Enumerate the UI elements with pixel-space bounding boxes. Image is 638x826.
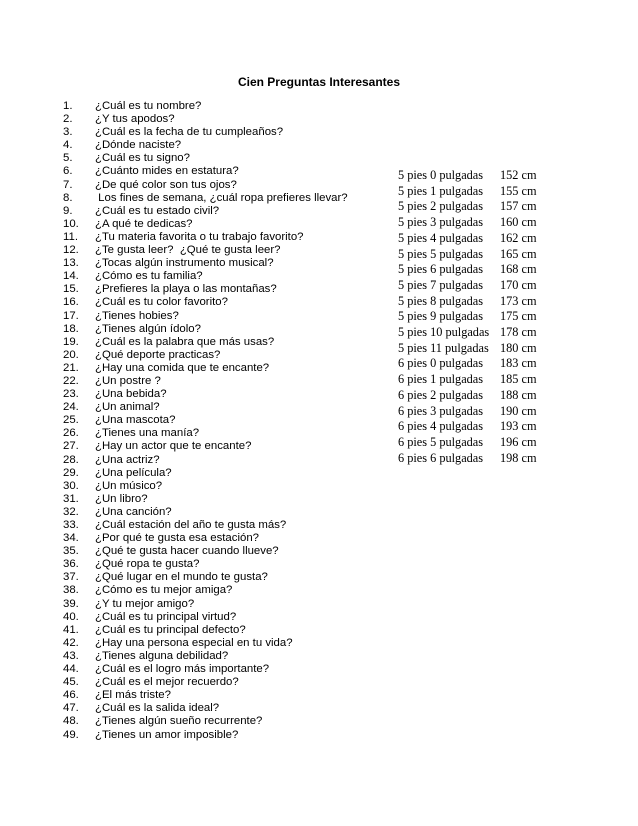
height-imperial-cell: 5 pies 0 pulgadas xyxy=(398,168,484,182)
question-text: ¿Tu materia favorita o tu trabajo favorito? xyxy=(95,230,304,243)
question-text: ¿Hay una comida que te encante? xyxy=(95,361,270,374)
height-row xyxy=(398,168,560,184)
height-metric-cell: 162 cm xyxy=(500,230,537,245)
question-number: 47. xyxy=(63,702,79,715)
question-number: 31. xyxy=(63,492,79,505)
height-imperial-cell: 6 pies 4 pulgadas xyxy=(398,419,484,434)
question-item xyxy=(63,598,348,611)
height-imperial-cell: 6 pies 6 pulgadas xyxy=(398,450,484,465)
question-item xyxy=(63,454,348,467)
height-row xyxy=(398,341,560,357)
question-number: 26. xyxy=(63,427,79,440)
question-text: ¿Tienes algún sueño recurrente? xyxy=(95,715,263,728)
question-number: 22. xyxy=(63,374,79,387)
question-item xyxy=(63,689,348,702)
question-text: ¿Un animal? xyxy=(95,401,160,414)
question-number: 20. xyxy=(63,348,79,361)
question-item xyxy=(63,231,348,244)
question-item xyxy=(63,388,348,401)
question-number: 33. xyxy=(63,519,79,531)
question-number: 16. xyxy=(63,296,79,309)
question-item xyxy=(63,558,348,571)
question-item xyxy=(63,637,348,650)
question-item xyxy=(63,257,348,270)
height-metric-cell: 170 cm xyxy=(500,277,537,292)
height-metric-cell: 155 cm xyxy=(500,183,537,198)
question-number: 42. xyxy=(63,636,79,649)
question-item xyxy=(63,349,348,362)
question-number: 6. xyxy=(63,165,73,178)
height-row xyxy=(398,215,560,231)
height-metric-cell: 198 cm xyxy=(500,450,537,465)
question-item xyxy=(63,702,348,715)
height-conversion-table xyxy=(398,168,560,466)
question-item xyxy=(63,480,348,493)
height-metric-cell: 157 cm xyxy=(500,199,537,214)
question-text: ¿Cuánto mides en estatura? xyxy=(95,165,239,178)
question-number: 1. xyxy=(63,100,73,112)
question-number: 24. xyxy=(63,401,79,414)
question-text: ¿Tienes algún ídolo? xyxy=(95,322,201,335)
height-metric-cell: 185 cm xyxy=(500,372,537,387)
question-number: 44. xyxy=(63,663,79,676)
question-text: ¿Cómo es tu mejor amiga? xyxy=(95,584,233,597)
question-text: ¿Una canción? xyxy=(95,505,172,518)
height-row xyxy=(398,451,560,467)
question-number: 17. xyxy=(63,309,79,322)
height-imperial-cell: 6 pies 2 pulgadas xyxy=(398,387,484,402)
height-row xyxy=(398,278,560,294)
question-item xyxy=(63,427,348,440)
height-imperial-cell: 6 pies 1 pulgadas xyxy=(398,372,484,387)
question-text: ¿Cuál es tu principal defecto? xyxy=(95,623,246,636)
question-number: 25. xyxy=(63,414,79,427)
question-item xyxy=(63,506,348,519)
question-text: ¿Cuál estación del año te gusta más? xyxy=(95,519,287,531)
height-row xyxy=(398,294,560,310)
question-number: 27. xyxy=(63,440,79,453)
height-row xyxy=(398,262,560,278)
question-text: ¿Tienes una manía? xyxy=(95,427,200,440)
question-text: ¿Dónde naciste? xyxy=(95,139,182,152)
question-number: 9. xyxy=(63,204,73,217)
height-row xyxy=(398,199,560,215)
question-number: 21. xyxy=(63,361,79,374)
height-metric-cell: 193 cm xyxy=(500,419,537,434)
question-text: Los fines de semana, ¿cuál ropa prefieres llevar? xyxy=(95,191,348,204)
question-item xyxy=(63,519,348,532)
question-number: 19. xyxy=(63,335,79,348)
question-text: ¿Un músico? xyxy=(95,479,163,492)
height-imperial-cell: 5 pies 3 pulgadas xyxy=(398,215,484,230)
height-metric-cell: 175 cm xyxy=(500,309,537,324)
question-number: 14. xyxy=(63,270,79,283)
height-metric-cell: 160 cm xyxy=(500,215,537,230)
height-metric-cell: 180 cm xyxy=(500,340,537,355)
question-item xyxy=(63,165,348,178)
question-text: ¿Tienes un amor imposible? xyxy=(95,728,239,741)
height-row xyxy=(398,184,560,200)
question-item xyxy=(63,139,348,152)
question-number: 39. xyxy=(63,597,79,610)
height-metric-cell: 183 cm xyxy=(500,356,537,371)
question-item xyxy=(63,283,348,296)
question-item xyxy=(63,362,348,375)
height-row xyxy=(398,419,560,435)
question-text: ¿Cuál es la palabra que más usas? xyxy=(95,335,275,348)
question-item xyxy=(63,100,348,113)
height-imperial-cell: 5 pies 9 pulgadas xyxy=(398,309,484,324)
height-row xyxy=(398,372,560,388)
question-item xyxy=(63,152,348,165)
question-number: 2. xyxy=(63,113,73,126)
question-number: 40. xyxy=(63,610,79,623)
question-text: ¿Por qué te gusta esa estación? xyxy=(95,532,260,545)
question-item xyxy=(63,323,348,336)
question-number: 23. xyxy=(63,388,79,401)
question-text: ¿Cómo es tu familia? xyxy=(95,270,203,283)
height-imperial-cell: 5 pies 4 pulgadas xyxy=(398,230,484,245)
height-imperial-cell: 5 pies 8 pulgadas xyxy=(398,293,484,308)
question-item xyxy=(63,310,348,323)
question-text: ¿Qué deporte practicas? xyxy=(95,348,221,361)
question-text: ¿Cuál es la salida ideal? xyxy=(95,702,220,715)
question-number: 13. xyxy=(63,257,79,270)
question-number: 7. xyxy=(63,178,73,191)
question-number: 46. xyxy=(63,689,79,702)
question-text: ¿Cuál es tu estado civil? xyxy=(95,204,220,217)
height-row xyxy=(398,325,560,341)
question-text: ¿A qué te dedicas? xyxy=(95,217,193,230)
question-text: ¿Una película? xyxy=(95,466,172,479)
question-number: 11. xyxy=(63,230,78,243)
height-metric-cell: 196 cm xyxy=(500,434,537,449)
question-number: 29. xyxy=(63,466,79,479)
question-text: ¿Cuál es tu signo? xyxy=(95,152,190,165)
question-item xyxy=(63,440,348,453)
question-item xyxy=(63,611,348,624)
height-metric-cell: 190 cm xyxy=(500,403,537,418)
question-text: ¿Hay una persona especial en tu vida? xyxy=(95,636,293,649)
height-imperial-cell: 5 pies 10 pulgadas xyxy=(398,325,490,340)
question-number: 18. xyxy=(63,322,79,335)
question-number: 37. xyxy=(63,571,79,584)
question-item xyxy=(63,584,348,597)
question-text: ¿Y tu mejor amigo? xyxy=(95,597,195,610)
question-item xyxy=(63,192,348,205)
question-text: ¿Tienes hobies? xyxy=(95,309,179,322)
height-metric-cell: 168 cm xyxy=(500,262,537,277)
height-metric-cell: 178 cm xyxy=(500,325,537,340)
question-text: ¿Un postre ? xyxy=(95,374,161,387)
question-text: ¿Tocas algún instrumento musical? xyxy=(95,257,274,270)
question-number: 8. xyxy=(63,191,73,204)
question-item xyxy=(63,729,348,742)
height-imperial-cell: 5 pies 2 pulgadas xyxy=(398,199,484,214)
question-text: ¿Cuál es el mejor recuerdo? xyxy=(95,676,239,689)
question-number: 34. xyxy=(63,532,79,545)
question-text: ¿Hay un actor que te encante? xyxy=(95,440,252,453)
question-list xyxy=(63,100,348,742)
question-item xyxy=(63,336,348,349)
question-text: ¿Qué te gusta hacer cuando llueve? xyxy=(95,545,279,558)
question-number: 35. xyxy=(63,545,79,558)
height-imperial-cell: 5 pies 6 pulgadas xyxy=(398,262,484,277)
question-text: ¿Una mascota? xyxy=(95,414,176,427)
question-item xyxy=(63,270,348,283)
height-metric-cell: 152 cm xyxy=(500,168,537,182)
question-item xyxy=(63,113,348,126)
question-text: ¿Una actriz? xyxy=(95,453,160,466)
question-text: ¿Qué ropa te gusta? xyxy=(95,558,200,571)
question-item xyxy=(63,676,348,689)
question-number: 28. xyxy=(63,453,79,466)
question-number: 38. xyxy=(63,584,79,597)
question-item xyxy=(63,414,348,427)
question-text: ¿Prefieres la playa o las montañas? xyxy=(95,283,277,296)
question-number: 12. xyxy=(63,244,79,257)
height-row xyxy=(398,356,560,372)
question-item xyxy=(63,493,348,506)
height-imperial-cell: 5 pies 7 pulgadas xyxy=(398,277,484,292)
question-item xyxy=(63,571,348,584)
question-item xyxy=(63,179,348,192)
height-imperial-cell: 5 pies 5 pulgadas xyxy=(398,246,484,261)
question-number: 36. xyxy=(63,558,79,571)
question-item xyxy=(63,545,348,558)
question-item xyxy=(63,375,348,388)
question-text: ¿Cuál es tu nombre? xyxy=(95,100,202,112)
question-number: 43. xyxy=(63,649,79,662)
question-item xyxy=(63,532,348,545)
height-metric-cell: 165 cm xyxy=(500,246,537,261)
question-text: ¿Cuál es el logro más importante? xyxy=(95,663,270,676)
question-item xyxy=(63,296,348,309)
question-number: 3. xyxy=(63,126,73,139)
height-imperial-cell: 6 pies 0 pulgadas xyxy=(398,356,484,371)
question-number: 30. xyxy=(63,479,79,492)
question-text: ¿De qué color son tus ojos? xyxy=(95,178,237,191)
question-text: ¿Cuál es tu principal virtud? xyxy=(95,610,237,623)
question-number: 15. xyxy=(63,283,79,296)
question-number: 32. xyxy=(63,505,79,518)
question-item xyxy=(63,650,348,663)
document-title: Cien Preguntas Interesantes xyxy=(237,75,401,89)
height-imperial-cell: 6 pies 3 pulgadas xyxy=(398,403,484,418)
height-row xyxy=(398,388,560,404)
question-number: 41. xyxy=(63,623,79,636)
question-number: 48. xyxy=(63,715,79,728)
question-number: 5. xyxy=(63,152,73,165)
question-number: 10. xyxy=(63,217,79,230)
question-text: ¿Te gusta leer? ¿Qué te gusta leer? xyxy=(95,244,281,257)
question-text: ¿Cuál es la fecha de tu cumpleaños? xyxy=(95,126,284,139)
question-text: ¿Qué lugar en el mundo te gusta? xyxy=(95,571,268,584)
question-item xyxy=(63,218,348,231)
question-number: 45. xyxy=(63,676,79,689)
height-row xyxy=(398,404,560,420)
question-text: ¿Tienes alguna debilidad? xyxy=(95,649,229,662)
question-text: ¿Un libro? xyxy=(95,492,148,505)
question-item xyxy=(63,126,348,139)
question-item xyxy=(63,205,348,218)
question-number: 4. xyxy=(63,139,73,152)
question-text: ¿Una bebida? xyxy=(95,388,167,401)
question-text: ¿Y tus apodos? xyxy=(95,113,175,126)
height-imperial-cell: 5 pies 11 pulgadas xyxy=(398,340,489,355)
height-imperial-cell: 6 pies 5 pulgadas xyxy=(398,434,484,449)
question-text: ¿Cuál es tu color favorito? xyxy=(95,296,228,309)
height-row xyxy=(398,231,560,247)
height-row xyxy=(398,309,560,325)
height-row xyxy=(398,247,560,263)
height-row xyxy=(398,435,560,451)
height-imperial-cell: 5 pies 1 pulgadas xyxy=(398,183,484,198)
question-item xyxy=(63,715,348,728)
question-item xyxy=(63,624,348,637)
height-metric-cell: 188 cm xyxy=(500,387,537,402)
question-item xyxy=(63,244,348,257)
question-number: 49. xyxy=(63,728,79,741)
question-item xyxy=(63,401,348,414)
question-text: ¿El más triste? xyxy=(95,689,171,702)
height-metric-cell: 173 cm xyxy=(500,293,537,308)
question-item xyxy=(63,663,348,676)
question-item xyxy=(63,467,348,480)
